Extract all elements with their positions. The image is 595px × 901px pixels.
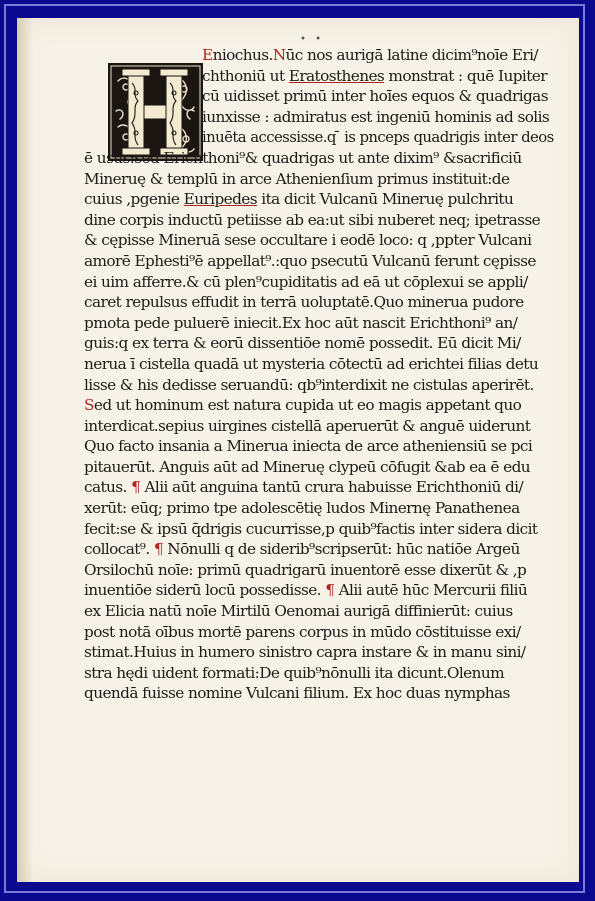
rubricated-text: E — [202, 46, 213, 64]
text-line — [84, 66, 554, 87]
text-segment: Alii autē hūc Mercurii filiū — [334, 581, 528, 600]
text-segment: ex Elicia natū noīe Mirtilū Oenomai aurigā diffinierūt: cuius — [84, 602, 513, 621]
body-text — [84, 45, 554, 704]
text-segment: niochus. — [212, 46, 273, 64]
text-line — [87, 127, 554, 148]
text-line — [84, 148, 554, 169]
text-segment: ē usus:sed Erichthoni⁹& quadrigas ut ante dixim⁹ &sacrificiū — [84, 148, 522, 167]
text-segment: post notā oībus mortē parens corpus in mūdo cōstituisse exi/ — [84, 622, 521, 641]
text-segment: catus. — [84, 478, 132, 497]
text-segment: Mineruę & templū in arce Athenienſium primus instituit:de — [84, 169, 510, 188]
text-line — [84, 457, 554, 478]
text-segment: stra hędi uident formati:De quib⁹nōnulli ita dicunt.Olenum — [84, 663, 505, 682]
text-line — [84, 45, 554, 66]
text-line — [84, 601, 554, 622]
text-segment: stimat.Huius in humero sinistro capra instare & in manu sini/ — [84, 643, 526, 662]
text-segment: & cępisse Mineruā sese occultare i eodē loco: q ,ppter Vulcani — [84, 231, 532, 250]
text-line — [84, 395, 554, 416]
text-line — [84, 272, 554, 293]
text-line — [84, 375, 554, 396]
underlined-name: Eratosthenes — [288, 66, 385, 85]
text-segment: monstrat : quē Iupiter — [384, 66, 547, 85]
text-line — [84, 663, 554, 684]
rubricated-text: ¶ — [153, 540, 164, 559]
text-line — [84, 313, 554, 334]
underlined-name: Euripedes — [183, 190, 258, 209]
text-line — [84, 107, 554, 128]
text-segment: ūc nos aurigā latine dicim⁹noīe Eri/ — [285, 46, 538, 64]
rubricated-text: ¶ — [131, 478, 141, 497]
text-segment: Nōnulli q de siderib⁹scripserūt: hūc natiōe Argeū — [163, 540, 520, 559]
text-line — [84, 642, 554, 663]
gutter-shadow — [17, 18, 33, 882]
page-marks: • • — [300, 34, 324, 45]
text-segment: lisse & his dedisse seruandū: qb⁹interdixit ne cistulas aperirēt. — [84, 375, 534, 394]
text-line — [84, 169, 554, 190]
text-line — [84, 354, 554, 375]
text-segment: fecit:se & ipsū q̄drigis cucurrisse,p quib⁹factis inter sidera dicit — [84, 519, 538, 538]
text-segment: ita dicit Vulcanū Mineruę pulchritu — [257, 190, 514, 209]
text-segment: cuius ,pgenie — [84, 190, 184, 209]
text-segment: ed ut hominum est natura cupida ut eo magis appetant quo — [93, 396, 522, 415]
text-line — [84, 683, 554, 704]
text-segment: collocat⁹. — [84, 540, 154, 559]
text-line — [84, 333, 554, 354]
text-line — [84, 436, 554, 457]
text-line — [84, 477, 554, 498]
text-segment: interdicat.sepius uirgines cistellā aperuerūt & anguē uiderunt — [84, 416, 531, 435]
text-line — [84, 251, 554, 272]
text-line — [84, 580, 554, 601]
rubricated-text: ¶ — [325, 581, 335, 600]
text-segment: dine corpis inductū petiisse ab ea:ut sibi nuberet neq; ipetrasse — [84, 210, 541, 229]
text-line — [84, 519, 554, 540]
text-segment: Orsilochū noīe: primū quadrigarū inuentorē esse dixerūt & ,p — [84, 560, 527, 579]
text-line — [84, 189, 554, 210]
text-line — [84, 560, 554, 581]
text-line — [84, 498, 554, 519]
rubricated-text: S — [84, 396, 94, 415]
text-line — [84, 539, 554, 560]
text-segment: nerua ī cistella quadā ut mysteria cōtectū ad erichtei filias detu — [84, 354, 539, 373]
text-segment: inuēta accessisse.q ̄ is pnceps quadrigis inter deos — [202, 128, 554, 147]
text-segment: caret repulsus effudit in terrā uoluptatē.Quo minerua pudore — [84, 293, 524, 312]
text-segment: quendā fuisse nomine Vulcani filium. Ex hoc duas nymphas — [84, 684, 510, 703]
text-segment: amorē Ephesti⁹ē appellat⁹.:quo psecutū Vulcanū ferunt cępisse — [84, 251, 536, 270]
text-line — [84, 622, 554, 643]
text-segment: pmota pede puluerē iniecit.Ex hoc aūt nascit Erichthoni⁹ an/ — [84, 313, 518, 332]
text-line — [84, 86, 554, 107]
text-segment: iunxisse : admiratus est ingeniū hominis ad solis — [202, 107, 550, 126]
text-line — [84, 292, 554, 313]
text-segment: ei uim afferre.& cū plen⁹cupiditatis ad eā ut cōplexui se appli/ — [84, 272, 528, 291]
text-segment: cū uidisset primū inter hoīes equos & quadrigas — [202, 87, 548, 106]
text-segment: guis:q ex terra & eorū dissentiōe nomē possedit. Eū dicit Mi/ — [84, 334, 521, 353]
text-line — [84, 416, 554, 437]
text-segment: chthoniū ut — [202, 66, 289, 85]
text-segment: xerūt: eūq; primo tpe adolescētię ludos Minernę Panathenea — [84, 499, 520, 518]
text-line — [84, 210, 554, 231]
text-segment: Quo facto insania a Minerua iniecta de arce atheniensiū se pci — [84, 437, 533, 456]
text-segment: pitauerūt. Anguis aūt ad Mineruę clypeū cōfugit &ab ea ē edu — [84, 457, 531, 476]
text-line — [84, 230, 554, 251]
text-segment: inuentiōe siderū locū possedisse. — [84, 581, 326, 600]
text-segment: Alii aūt anguina tantū crura habuisse Erichthoniū di/ — [140, 478, 524, 497]
rubricated-text: N — [272, 46, 286, 64]
